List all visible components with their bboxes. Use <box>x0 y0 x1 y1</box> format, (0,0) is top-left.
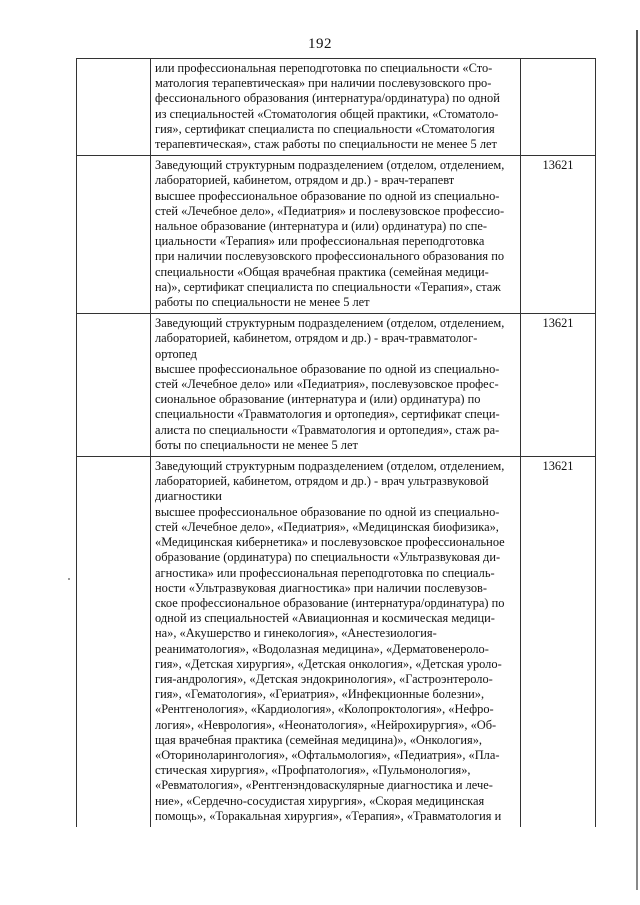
text-line: высшее профессиональное образование по одной из специально- <box>155 504 500 519</box>
text-line: гия», сертификат специалиста по специальности «Стоматология <box>155 121 495 136</box>
text-line: стей «Лечебное дело» или «Педиатрия», послевузовское профес- <box>155 377 499 392</box>
position-code <box>521 59 596 156</box>
text-line: фессионального образования (интернатура/ординатура) по одной <box>155 91 500 106</box>
text-line: ние», «Сердечно-сосудистая хирургия», «Скорая медицинская <box>155 793 485 808</box>
empty-cell <box>77 457 151 827</box>
text-line: терапевтическая», стаж работы по специальности не менее 5 лет <box>155 137 497 152</box>
qualification-table <box>76 58 596 827</box>
text-line: Заведующий структурным подразделением (отделом, отделением, <box>155 316 505 331</box>
text-line: работы по специальности не менее 5 лет <box>155 295 370 310</box>
position-description <box>151 457 521 827</box>
position-description <box>151 314 521 457</box>
text-line: специальности «Травматология и ортопедия», сертификат специ- <box>155 407 500 422</box>
text-line: на)», сертификат специалиста по специальности «Терапия», стаж <box>155 279 501 294</box>
text-line: Заведующий структурным подразделением (отделом, отделением, <box>155 459 505 474</box>
text-line: стическая хирургия», «Профпатология», «Пульмонология», <box>155 763 471 778</box>
text-line: лабораторией, кабинетом, отрядом и др.) - врач-травматолог- <box>155 331 478 346</box>
text-line: «Медицинская кибернетика» и послевузовское профессиональное <box>155 535 505 550</box>
position-description <box>151 156 521 314</box>
page-edge-shadow <box>636 30 638 890</box>
text-line: «Рентгенология», «Кардиология», «Колопроктология», «Нефро- <box>155 702 494 717</box>
text-line: нальное образование (интернатура и (или) ординатура) по спе- <box>155 219 487 234</box>
scan-speck <box>68 578 70 580</box>
text-line: матология терапевтическая» при наличии послевузовского про- <box>155 76 492 91</box>
text-line: гия-андрология», «Детская эндокринология», «Гастроэнтероло- <box>155 671 493 686</box>
table-row <box>77 314 596 457</box>
text-line: ское профессиональное образование (интернатура/ординатура) по <box>155 595 505 610</box>
text-line: ности «Ультразвуковая диагностика» при наличии послевузов- <box>155 580 488 595</box>
text-line: боты по специальности не менее 5 лет <box>155 437 358 452</box>
text-line: «Ревматология», «Рентгенэндоваскулярные диагностика и лече- <box>155 778 493 793</box>
text-line: одной из специальностей «Авиационная и космическая медици- <box>155 611 495 626</box>
position-code: 13621 <box>521 457 596 827</box>
text-line: или профессиональная переподготовка по специальности «Сто- <box>155 61 493 75</box>
table-row <box>77 457 596 827</box>
text-line: циальности «Терапия» или профессиональная переподготовка <box>155 234 485 249</box>
text-line: щая врачебная практика (семейная медицина)», «Онкология», <box>155 732 482 747</box>
page-number: 192 <box>308 36 332 52</box>
text-line: Заведующий структурным подразделением (отделом, отделением, <box>155 158 505 173</box>
text-line: специальности «Общая врачебная практика (семейная медици- <box>155 264 489 279</box>
text-line: стей «Лечебное дело», «Педиатрия» и послевузовское профессио- <box>155 203 505 218</box>
text-line: образование (ординатура) по специальности «Ультразвуковая ди- <box>155 550 501 565</box>
text-line: из специальностей «Стоматология общей практики, «Стоматоло- <box>155 106 499 121</box>
text-line: ортопед <box>155 346 197 361</box>
text-line: лабораторией, кабинетом, отрядом и др.) - врач-терапевт <box>155 173 455 188</box>
text-line: высшее профессиональное образование по одной из специально- <box>155 188 500 203</box>
table-row <box>77 59 596 156</box>
table-row <box>77 156 596 314</box>
text-line: алиста по специальности «Травматология и ортопедия», стаж ра- <box>155 422 500 437</box>
position-code: 13621 <box>521 314 596 457</box>
text-line: высшее профессиональное образование по одной из специально- <box>155 361 500 376</box>
text-line: на», «Акушерство и гинекология», «Анестезиология- <box>155 626 437 641</box>
text-line: диагностики <box>155 489 222 504</box>
text-line: «Оториноларингология», «Офтальмология», «Педиатрия», «Пла- <box>155 747 500 762</box>
text-line: стей «Лечебное дело», «Педиатрия», «Медицинская биофизика», <box>155 519 499 534</box>
empty-cell <box>77 59 151 156</box>
text-line: агностика» или профессиональная переподготовка по специаль- <box>155 565 495 580</box>
empty-cell <box>77 314 151 457</box>
text-line: при наличии послевузовского профессионального образования по <box>155 249 505 264</box>
text-line: реаниматология», «Водолазная медицина», «Дерматовенероло- <box>155 641 489 656</box>
position-description <box>151 59 521 156</box>
text-line: гия», «Детская хирургия», «Детская онкология», «Детская уроло- <box>155 656 502 671</box>
text-line: лабораторией, кабинетом, отрядом и др.) - врач ультразвуковой <box>155 474 489 489</box>
text-line: гия», «Гематология», «Гериатрия», «Инфекционные болезни», <box>155 687 485 702</box>
text-line: сиональное образование (интернатура и (или) ординатура) по <box>155 392 481 407</box>
empty-cell <box>77 156 151 314</box>
position-code: 13621 <box>521 156 596 314</box>
text-line: логия», «Неврология», «Неонатология», «Нейрохирургия», «Об- <box>155 717 497 732</box>
text-line: помощь», «Торакальная хирургия», «Терапия», «Травматология и <box>155 808 502 823</box>
